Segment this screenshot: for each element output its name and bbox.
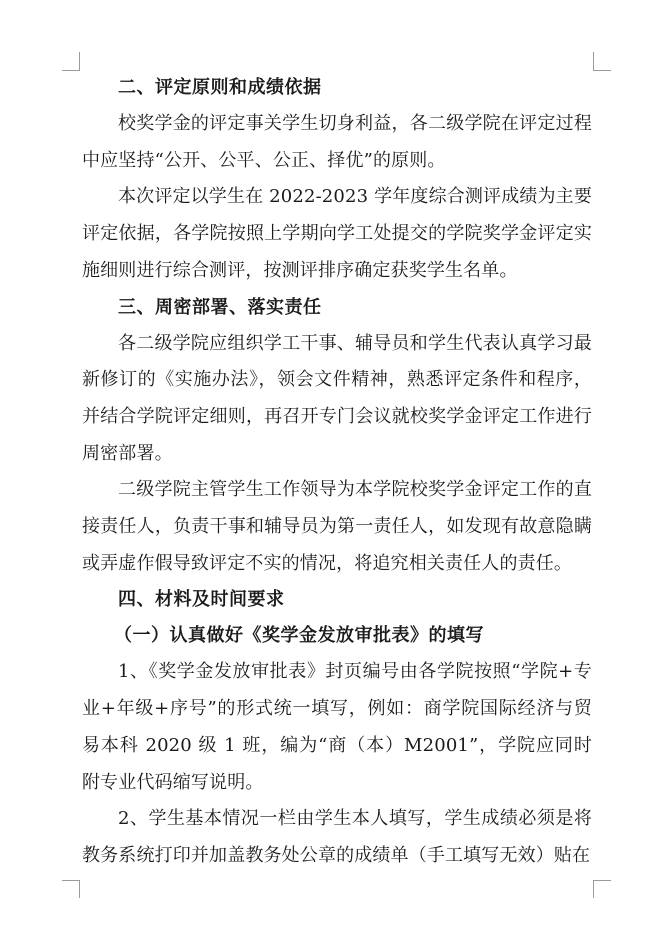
paragraph-responsibility: 二级学院主管学生工作领导为本学院校奖学金评定工作的直接责任人，负责干事和辅导员为第一责任人，如发现有故意隐瞒或弄虚作假导致评定不实的情况，将追究相关责任人的责任。 <box>82 479 592 574</box>
paragraph-deployment: 各二级学院应组织学工干事、辅导员和学生代表认真学习最新修订的《实施办法》，领会文件精神，熟悉评定条件和程序，并结合学院评定细则，再召开专门会议就校奖学金评定工作进行周密部署。 <box>82 332 592 464</box>
section-heading-3: 三、周密部署、落实责任 <box>118 296 322 318</box>
corner-mark-top-right-v <box>593 52 594 70</box>
paragraph-item-2: 2、学生基本情况一栏由学生本人填写，学生成绩必须是将教务系统打印并加盖教务处公章的成绩单（手工填写无效）贴在 <box>82 808 592 866</box>
corner-mark-bottom-right-v <box>593 880 594 898</box>
corner-mark-bottom-left-v <box>79 880 80 898</box>
paragraph-principles: 校奖学金的评定事关学生切身利益，各二级学院在评定过程中应坚持“公开、公平、公正、择优”的原则。 <box>82 113 592 171</box>
corner-mark-top-left-v <box>79 52 80 70</box>
corner-mark-bottom-left-h <box>62 880 80 881</box>
corner-mark-top-right-h <box>593 70 611 71</box>
paragraph-item-1: 1、《奖学金发放审批表》封页编号由各学院按照“学院+专业+年级+序号”的形式统一填写，例如：商学院国际经济与贸易本科 2020 级 1 班，编为“商（本）M2001”，学院应同时附专业代码缩写说明。 <box>82 661 592 793</box>
document-body <box>82 70 592 875</box>
corner-mark-bottom-right-h <box>593 880 611 881</box>
corner-mark-top-left-h <box>62 70 80 71</box>
section-heading-4: 四、材料及时间要求 <box>118 589 285 611</box>
paragraph-evaluation-basis: 本次评定以学生在 2022-2023 学年度综合测评成绩为主要评定依据，各学院按照上学期向学工处提交的学院奖学金评定实施细则进行综合测评，按测评排序确定获奖学生名单。 <box>82 186 592 281</box>
subsection-heading-1: （一）认真做好《奖学金发放审批表》的填写 <box>114 625 484 647</box>
section-heading-2: 二、评定原则和成绩依据 <box>118 77 322 98</box>
